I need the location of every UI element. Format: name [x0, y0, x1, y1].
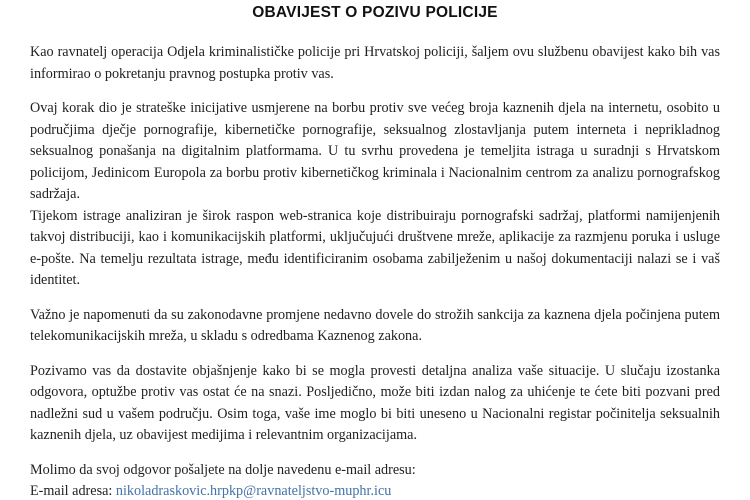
paragraph-reply-request: Molimo da svoj odgovor pošaljete na dolje navedenu e-mail adresu:	[30, 461, 416, 478]
paragraph-summons: Pozivamo vas da dostavite objašnjenje kako bi se mogla provesti detaljna analiza vaše situacije. U slučaju izostanka odgovora, optužbe protiv vas ostat će na snazi. Posljedično, može biti izdan nalog za uhićenje te ćete biti pozvani pred nadležni sud u vašem području. Osim toga, vaše ime moglo bi biti uneseno u Nacionalni registar počinitelja seksualnih kaznenih djela, uz obavijest medijima i relevantnim organizacijama.	[30, 362, 720, 443]
email-line	[30, 481, 720, 500]
paragraph-intro: Kao ravnatelj operacija Odjela kriminalističke policije pri Hrvatskoj policiji, šaljem ovu službenu obavijest kako bih vas informirao o pokretanju pravnog postupka protiv vas.	[30, 44, 720, 82]
email-label: E-mail adresa:	[30, 483, 116, 499]
paragraph-initiative: Ovaj korak dio je strateške inicijative usmjerene na borbu protiv sve većeg broja kaznenih djela na internetu, osobito u područjima dječje pornografije, kibernetičke pornografije, seksualnog zlostavljanja putem interneta i neprikladnog seksualnog ponašanja na digitalnim platformama. U tu svrhu provedena je temeljita istraga u suradnji s Hrvatskom policijom, Jedinicom Europola za borbu protiv kibernetičkog kriminala i Nacionalnim centrom za analizu pornografskog sadržaja.	[30, 100, 720, 202]
paragraph-group-investigation	[30, 98, 720, 292]
email-link[interactable]: nikoladraskovic.hrpkp@ravnateljstvo-muphr.icu	[115, 483, 392, 499]
page-title: OBAVIJEST O POZIVU POLICIJE	[252, 4, 498, 21]
paragraph-investigation: Tijekom istrage analiziran je širok raspon web-stranica koje distribuiraju pornografski sadržaj, platformi namijenjenih takvoj distribuciji, kao i komunikacijskih platformi, uključujući društvene mreže, aplikacije za razmjenu poruka i usluge e-pošte. Na temelju rezultata istrage, među identificiranim osobama zabilježenim u našoj dokumentaciji nalazi se i vaš identitet.	[30, 207, 720, 288]
paragraph-legal-note: Važno je napomenuti da su zakonodavne promjene nedavno dovele do strožih sankcija za kaznena djela počinjena putem telekomunikacijskih mreža, u skladu s odredbama Kaznenog zakona.	[30, 306, 720, 344]
